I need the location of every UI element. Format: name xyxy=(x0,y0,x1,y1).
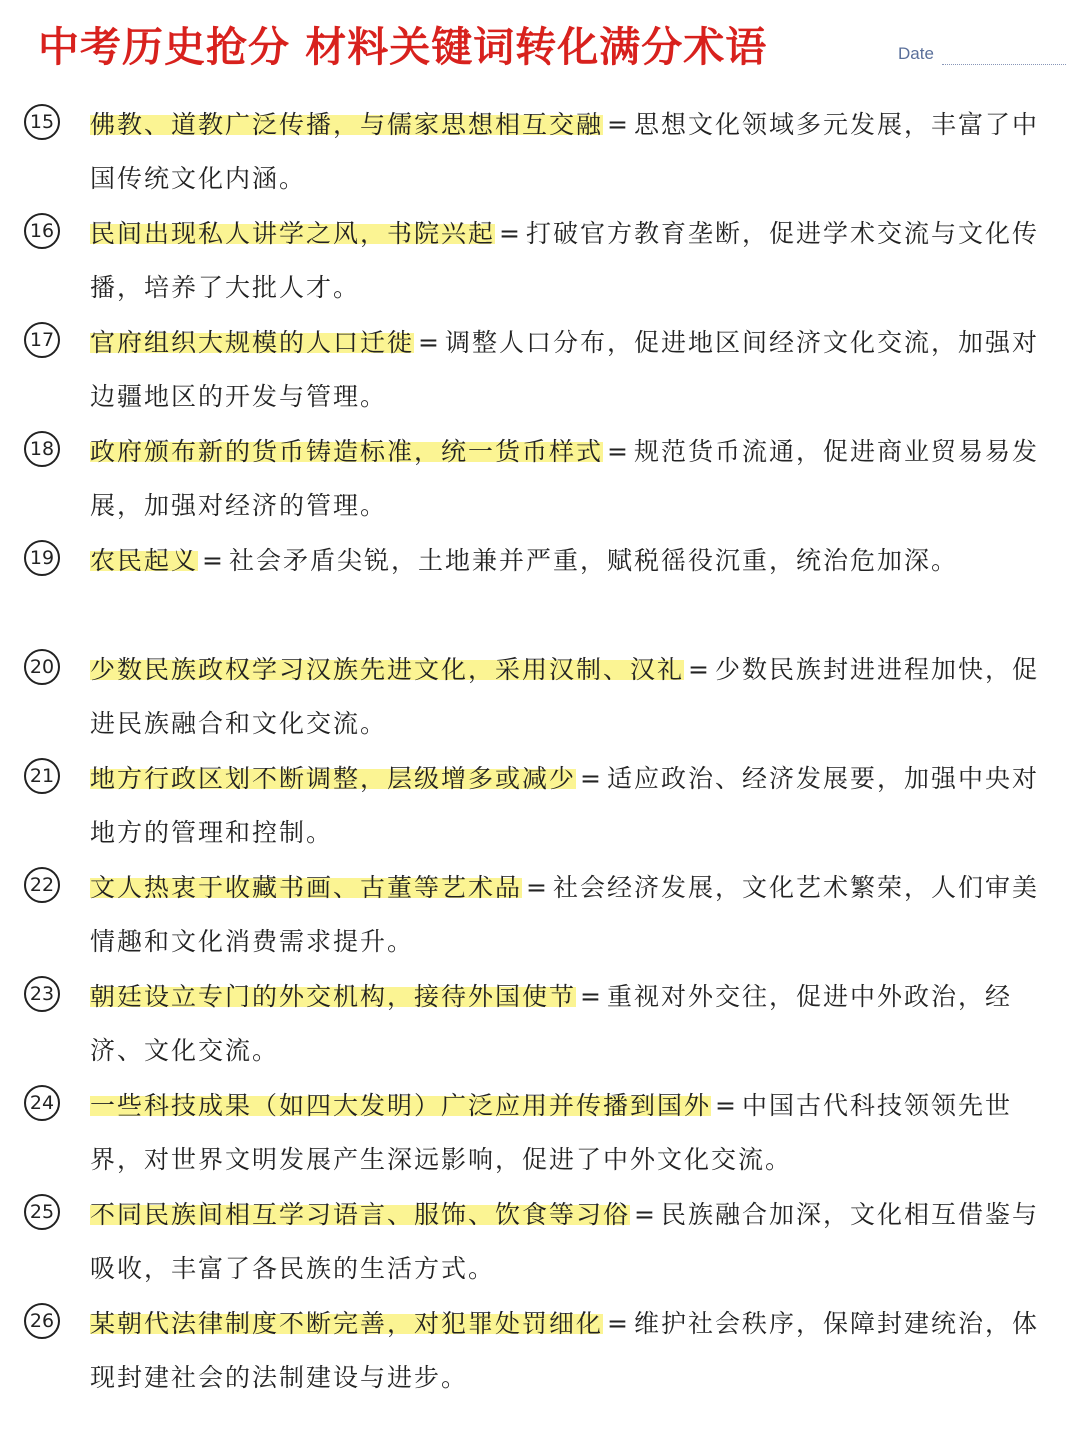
entry-text xyxy=(90,752,1058,860)
entry-16 xyxy=(0,201,1080,310)
entry-keyword: 一些科技成果（如四大发明）广泛应用并传播到国外 xyxy=(90,1091,712,1120)
entry-24 xyxy=(0,1073,1080,1182)
entry-result: 思想文化领域多元发展，丰富了中国传统文化内涵。 xyxy=(90,110,1039,193)
entry-keyword: 政府颁布新的货币铸造标准，统一货币样式 xyxy=(90,437,604,466)
entry-text xyxy=(90,970,1058,1078)
entry-keyword: 朝廷设立专门的外交机构，接待外国使节 xyxy=(90,982,577,1011)
equals-sign: = xyxy=(607,110,630,139)
equals-sign: = xyxy=(499,219,522,248)
entry-number-badge: 20 xyxy=(24,649,60,685)
entry-keyword: 民间出现私人讲学之风，书院兴起 xyxy=(90,219,496,248)
entry-number-badge: 22 xyxy=(24,867,60,903)
entry-number-badge: 25 xyxy=(24,1194,60,1230)
entry-number-badge: 26 xyxy=(24,1303,60,1339)
entry-text xyxy=(90,207,1058,315)
entry-result: 中国古代科技领领先世界，对世界文明发展产生深远影响，促进了中外文化交流。 xyxy=(90,1091,1012,1174)
equals-sign: = xyxy=(634,1200,657,1229)
entry-result: 打破官方教育垄断，促进学术交流与文化传播，培养了大批人才。 xyxy=(90,219,1039,302)
date-label: Date xyxy=(898,44,934,63)
entry-number-badge: 21 xyxy=(24,758,60,794)
entry-result: 调整人口分布，促进地区间经济文化交流，加强对边疆地区的开发与管理。 xyxy=(90,328,1039,411)
page-header xyxy=(0,0,1080,80)
equals-sign: = xyxy=(580,764,603,793)
entry-keyword: 某朝代法律制度不断完善，对犯罪处罚细化 xyxy=(90,1309,604,1338)
entry-keyword: 不同民族间相互学习语言、服饰、饮食等习俗 xyxy=(90,1200,631,1229)
entry-keyword: 地方行政区划不断调整，层级增多或减少 xyxy=(90,764,577,793)
entry-result: 适应政治、经济发展要，加强中央对地方的管理和控制。 xyxy=(90,764,1039,847)
date-line xyxy=(942,64,1066,65)
entry-text xyxy=(90,425,1058,533)
entry-result: 社会经济发展，文化艺术繁荣，人们审美情趣和文化消费需求提升。 xyxy=(90,873,1039,956)
equals-sign: = xyxy=(715,1091,738,1120)
entry-text xyxy=(90,534,1058,588)
entry-number-badge: 23 xyxy=(24,976,60,1012)
entry-list xyxy=(0,92,1080,1400)
entry-21 xyxy=(0,746,1080,855)
entry-text xyxy=(90,1079,1058,1187)
equals-sign: = xyxy=(580,982,603,1011)
entry-result: 少数民族封进进程加快，促进民族融合和文化交流。 xyxy=(90,655,1039,738)
entry-17 xyxy=(0,310,1080,419)
entry-number-badge: 16 xyxy=(24,213,60,249)
entry-text xyxy=(90,861,1058,969)
entry-number-badge: 19 xyxy=(24,540,60,576)
entry-keyword: 文人热衷于收藏书画、古董等艺术品 xyxy=(90,873,523,902)
entry-18 xyxy=(0,419,1080,528)
entry-keyword: 官府组织大规模的人口迁徙 xyxy=(90,328,415,357)
entry-text xyxy=(90,98,1058,206)
entry-26 xyxy=(0,1291,1080,1400)
entry-text xyxy=(90,643,1058,751)
entry-25 xyxy=(0,1182,1080,1291)
entry-number-badge: 17 xyxy=(24,322,60,358)
equals-sign: = xyxy=(607,1309,630,1338)
entry-text xyxy=(90,1297,1058,1405)
entry-text xyxy=(90,1188,1058,1296)
entry-result: 维护社会秩序，保障封建统治，体现封建社会的法制建设与进步。 xyxy=(90,1309,1039,1392)
entry-20 xyxy=(0,637,1080,746)
entry-22 xyxy=(0,855,1080,964)
entry-text xyxy=(90,316,1058,424)
entry-15 xyxy=(0,92,1080,201)
entry-number-badge: 18 xyxy=(24,431,60,467)
page-title: 中考历史抢分 材料关键词转化满分术语 xyxy=(38,23,768,71)
entry-19 xyxy=(0,528,1080,637)
entry-keyword: 佛教、道教广泛传播，与儒家思想相互交融 xyxy=(90,110,604,139)
entry-number-badge: 24 xyxy=(24,1085,60,1121)
entry-result: 民族融合加深，文化相互借鉴与吸收，丰富了各民族的生活方式。 xyxy=(90,1200,1039,1283)
entry-result: 重视对外交往，促进中外政治，经济、文化交流。 xyxy=(90,982,1012,1065)
equals-sign: = xyxy=(688,655,711,684)
entry-number-badge: 15 xyxy=(24,104,60,140)
equals-sign: = xyxy=(607,437,630,466)
equals-sign: = xyxy=(418,328,441,357)
entry-23 xyxy=(0,964,1080,1073)
entry-result: 社会矛盾尖锐，土地兼并严重，赋税徭役沉重，统治危加深。 xyxy=(228,546,958,575)
entry-result: 规范货币流通，促进商业贸易易发展，加强对经济的管理。 xyxy=(90,437,1039,520)
equals-sign: = xyxy=(202,546,225,575)
entry-keyword: 农民起义 xyxy=(90,546,199,575)
equals-sign: = xyxy=(526,873,549,902)
entry-keyword: 少数民族政权学习汉族先进文化，采用汉制、汉礼 xyxy=(90,655,685,684)
